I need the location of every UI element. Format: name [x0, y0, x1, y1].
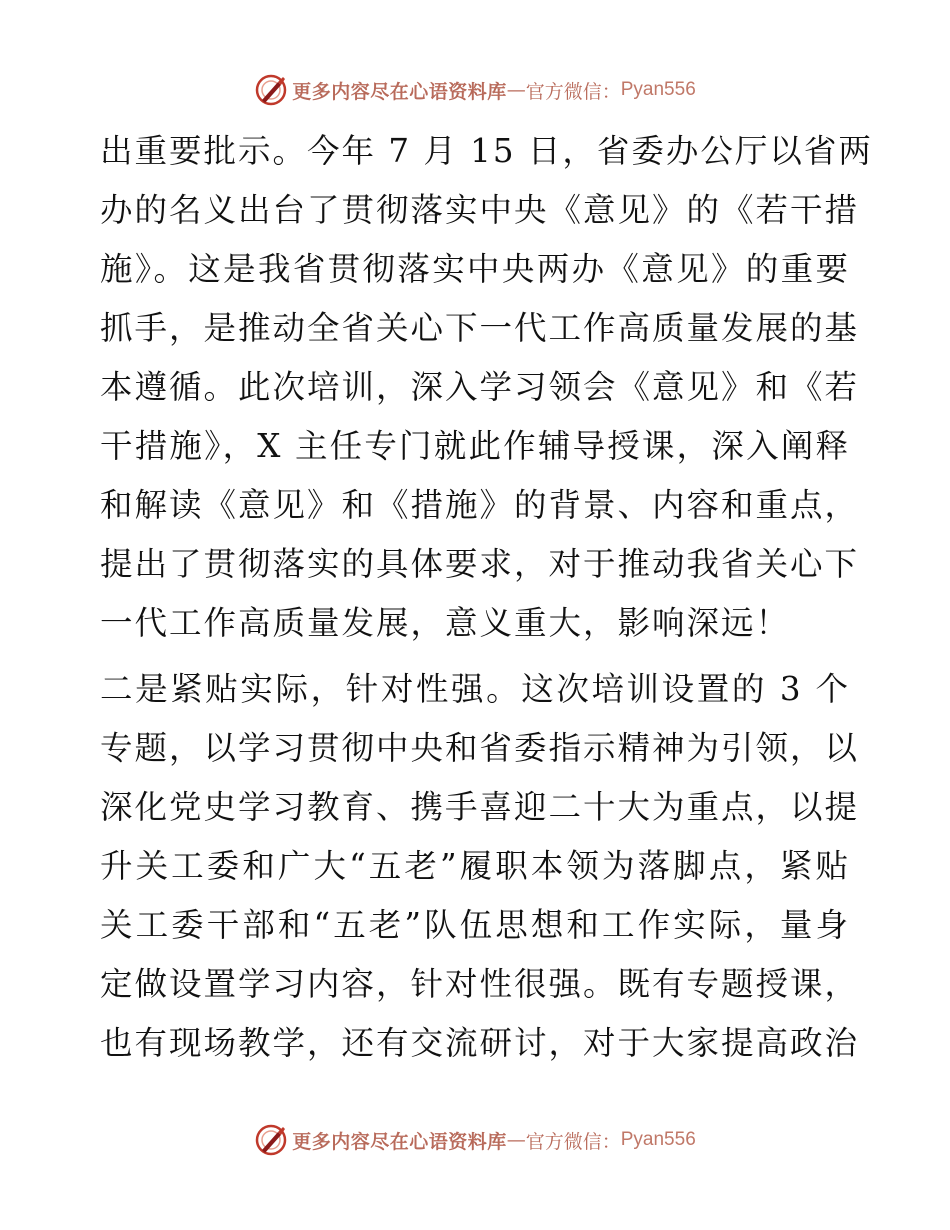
pen-logo-icon: [254, 1123, 288, 1157]
text-line: 干措施》，X 主任专门就此作辅导授课，深入阐释: [100, 427, 850, 465]
text-line: 施》。这是我省贯彻落实中央两办《意见》的重要: [100, 250, 850, 288]
header-promo-text: 更多内容尽在心语资料库: [292, 80, 507, 103]
text-line: 关工委干部和“五老”队伍思想和工作实际，量身: [100, 906, 850, 944]
header-wechat-handle: Pyan556: [620, 79, 696, 100]
pen-logo-icon: [254, 73, 288, 107]
document-body: [100, 122, 873, 1073]
footer-banner: [0, 1120, 950, 1160]
text-line: 抓手，是推动全省关心下一代工作高质量发展的基: [100, 309, 860, 347]
footer-dash: —: [506, 1129, 526, 1151]
text-line: 专题，以学习贯彻中央和省委指示精神为引领，以: [100, 729, 860, 767]
text-line: 二是紧贴实际，针对性强。这次培训设置的 3 个: [100, 670, 850, 708]
text-line: 出重要批示。今年 7 月 15 日，省委办公厅以省两: [100, 132, 873, 170]
footer-promo-text: 更多内容尽在心语资料库: [292, 1130, 507, 1153]
header-wechat-label: 官方微信：: [525, 80, 621, 103]
text-line: 和解读《意见》和《措施》的背景、内容和重点，: [100, 486, 860, 524]
text-line: 提出了贯彻落实的具体要求，对于推动我省关心下: [100, 545, 860, 583]
header-dash: —: [506, 79, 526, 101]
text-line: 也有现场教学，还有交流研讨，对于大家提高政治: [100, 1024, 860, 1062]
footer-wechat-label: 官方微信：: [525, 1130, 621, 1153]
text-line: 本遵循。此次培训，深入学习领会《意见》和《若: [100, 368, 860, 406]
header-banner: [0, 70, 950, 110]
text-line: 一代工作高质量发展，意义重大，影响深远！: [100, 604, 791, 642]
text-line: 定做设置学习内容，针对性很强。既有专题授课，: [100, 965, 860, 1003]
footer-wechat-handle: Pyan556: [620, 1129, 696, 1150]
paragraph-2: [100, 660, 860, 1073]
text-line: 办的名义出台了贯彻落实中央《意见》的《若干措: [100, 191, 860, 229]
paragraph-1: [100, 122, 873, 653]
text-line: 深化党史学习教育、携手喜迎二十大为重点，以提: [100, 788, 860, 826]
text-line: 升关工委和广大“五老”履职本领为落脚点，紧贴: [100, 847, 850, 885]
